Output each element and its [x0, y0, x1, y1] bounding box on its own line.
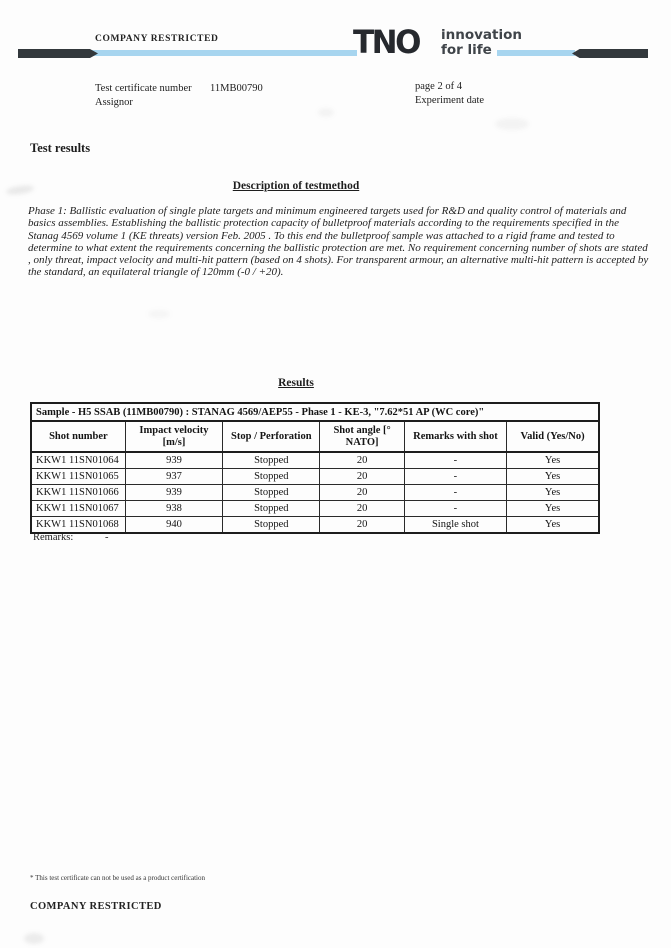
experiment-date-label: Experiment date — [415, 95, 485, 106]
table-row — [31, 452, 599, 469]
classification-top: COMPANY RESTRICTED — [95, 34, 219, 44]
cell-remarks: - — [404, 469, 506, 485]
scan-artifact — [495, 118, 529, 130]
classification-bottom: COMPANY RESTRICTED — [30, 901, 162, 912]
remarks-label: Remarks: — [33, 532, 74, 543]
cell-remarks: - — [404, 501, 506, 517]
cell-stop-perforation: Stopped — [223, 469, 320, 485]
col-header-remarks — [404, 421, 506, 452]
section-title: Test results — [30, 141, 91, 155]
cell-valid: Yes — [507, 517, 599, 534]
assignor-label: Assignor — [95, 97, 133, 108]
col-header-line: Stop / Perforation — [231, 430, 312, 442]
col-header-line: [m/s] — [162, 436, 186, 448]
table-row — [31, 501, 599, 517]
method-heading: Description of testmethod — [232, 180, 360, 192]
cell-valid: Yes — [507, 501, 599, 517]
cell-shot-number: KKW1 11SN01064 — [31, 452, 125, 469]
cert-number-value: 11MB00790 — [210, 83, 263, 94]
cell-remarks: - — [404, 485, 506, 501]
remarks-value: - — [105, 532, 109, 543]
cell-valid: Yes — [507, 485, 599, 501]
tno-logo-tagline — [441, 28, 522, 57]
cell-shot-angle: 20 — [320, 501, 404, 517]
col-header-line: Valid (Yes/No) — [520, 430, 585, 442]
cell-impact-velocity: 939 — [125, 485, 222, 501]
method-heading-band — [0, 176, 592, 194]
method-paragraph: Phase 1: Ballistic evaluation of single plate targets and minimum engineered targets used for R&D and quality control of materials and basics assemblies. Establishing the ballistic protection capacity of bulletproof materials according to the requirements specified in the Stanag 4569 volume 1 (KE threats) version Feb. 2005 . To this end the bulletproof sample was attached to a rigid frame and tested to determine to what extent the requirements concerning the ballistic protection are met. No requirement concerning number of shots are stated , only threat, impact velocity and multi-hit pattern (based on 4 shots). For transparent armour, an alternative multi-hit pattern is accepted by the standard, an equilateral triangle of 120mm (-0 / +20). — [28, 205, 649, 279]
scan-artifact — [24, 933, 44, 944]
col-header-valid — [507, 421, 599, 452]
cert-number-label: Test certificate number — [95, 83, 192, 94]
cell-shot-angle: 20 — [320, 485, 404, 501]
col-header-line: Remarks with shot — [413, 430, 498, 442]
tno-logo: TNO — [353, 24, 419, 62]
table-row — [31, 469, 599, 485]
cell-valid: Yes — [507, 469, 599, 485]
table-header-row — [31, 421, 599, 452]
results-table — [30, 402, 600, 534]
results-heading: Results — [278, 377, 314, 389]
col-header-line: Impact velocity — [139, 424, 209, 436]
table-row — [31, 485, 599, 501]
header-rule-cap-left — [18, 49, 98, 58]
tagline-line-2: for life — [441, 41, 492, 58]
cell-stop-perforation: Stopped — [223, 517, 320, 534]
cell-remarks: Single shot — [404, 517, 506, 534]
cell-shot-angle: 20 — [320, 469, 404, 485]
cell-stop-perforation: Stopped — [223, 485, 320, 501]
cell-impact-velocity: 938 — [125, 501, 222, 517]
scan-artifact — [148, 310, 170, 318]
col-header-line: Shot number — [49, 430, 108, 442]
col-header-impact-velocity — [125, 421, 222, 452]
table-caption-row — [31, 403, 599, 421]
cell-stop-perforation: Stopped — [223, 501, 320, 517]
cell-impact-velocity: 939 — [125, 452, 222, 469]
cell-shot-angle: 20 — [320, 517, 404, 534]
col-header-shot-angle — [320, 421, 404, 452]
scan-artifact — [318, 108, 334, 117]
header-rule-cap-right — [572, 49, 648, 58]
cell-stop-perforation: Stopped — [223, 452, 320, 469]
cell-shot-number: KKW1 11SN01068 — [31, 517, 125, 534]
cell-impact-velocity: 940 — [125, 517, 222, 534]
page-indicator: page 2 of 4 — [415, 81, 462, 92]
cell-shot-number: KKW1 11SN01067 — [31, 501, 125, 517]
col-header-line: NATO] — [345, 436, 379, 448]
cell-shot-number: KKW1 11SN01066 — [31, 485, 125, 501]
col-header-stop-perforation — [223, 421, 320, 452]
table-caption: Sample - H5 SSAB (11MB00790) : STANAG 4569/AEP55 - Phase 1 - KE-3, "7.62*51 AP (WC core)" — [31, 403, 599, 421]
cell-shot-angle: 20 — [320, 452, 404, 469]
results-heading-band — [0, 373, 592, 391]
table-row — [31, 517, 599, 534]
cell-shot-number: KKW1 11SN01065 — [31, 469, 125, 485]
cell-remarks: - — [404, 452, 506, 469]
cell-valid: Yes — [507, 452, 599, 469]
tagline-line-1: innovation — [441, 27, 522, 43]
col-header-line: Shot angle [° — [333, 424, 391, 436]
col-header-shot-number — [31, 421, 125, 452]
cell-impact-velocity: 937 — [125, 469, 222, 485]
footnote: * This test certificate can not be used as a product certification — [30, 874, 205, 882]
